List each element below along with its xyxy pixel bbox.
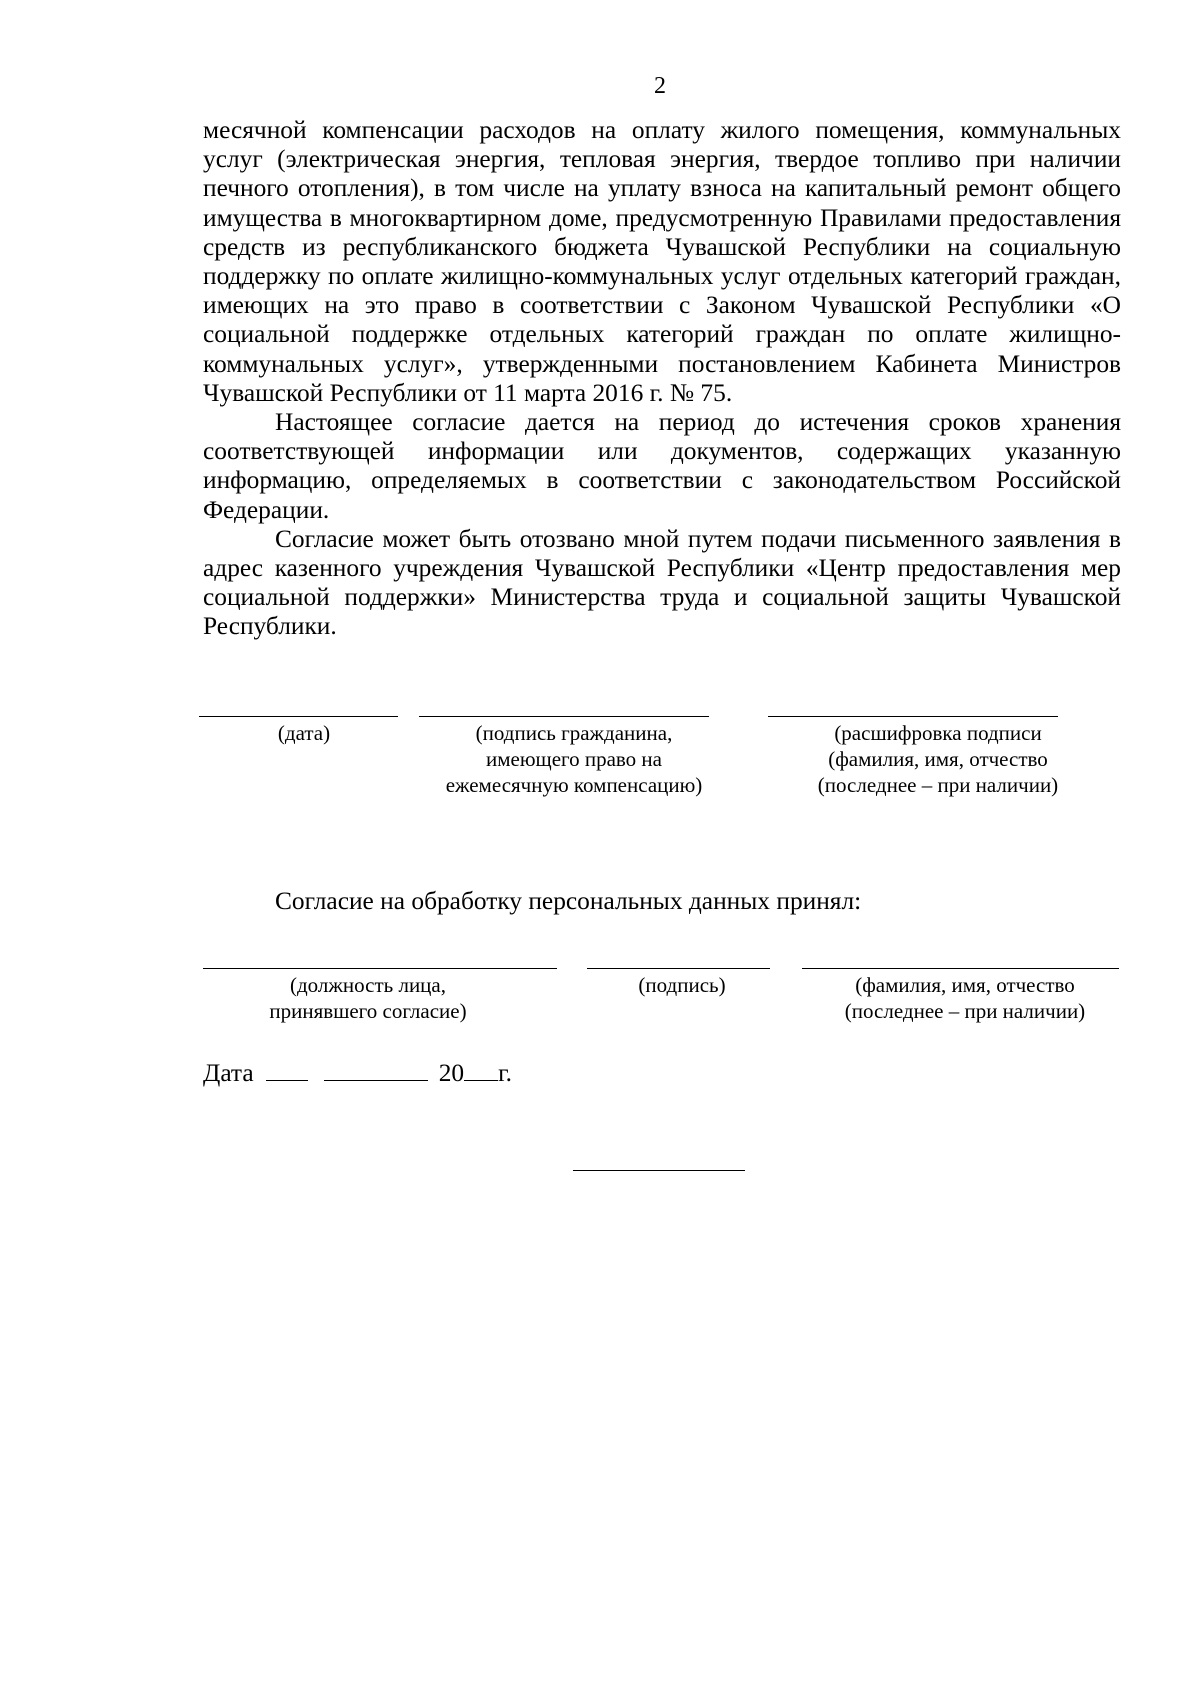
position-caption: (должность лица, принявшего согласие)	[269, 973, 467, 1023]
date-row	[203, 1058, 512, 1088]
end-separator-line	[573, 1170, 745, 1171]
paragraph-consent-revocation: Согласие может быть отозвано мной путем подачи письменного заявления в адрес казенного учреждения Чувашской Республики «Центр предоставления мер социальной поддержки» Министерства труда и социальной защиты Чувашской Республики.	[203, 524, 1121, 641]
signature-decoding-line	[768, 716, 1058, 717]
paragraph-compensation: месячной компенсации расходов на оплату жилого помещения, коммунальных услуг (электрическая энергия, тепловая энергия, твердое топливо при наличии печного отопления), в том числе на уплату взноса на капитальный ремонт общего имущества в многоквартирном доме, предусмотренную Правилами предоставления средств из республиканского бюджета Чувашской Республики на социальную поддержку по оплате жилищно-коммунальных услуг отдельных категорий граждан, имеющих на это право в соответствии с Законом Чувашской Республики «О социальной поддержке отдельных категорий граждан по оплате жилищно-коммунальных услуг», утвержденными постановлением Кабинета Министров Чувашской Республики от 11 марта 2016 г. № 75.	[203, 116, 1121, 407]
position-signature-line	[203, 968, 557, 969]
date-year-blank	[464, 1058, 498, 1081]
acceptor-name-caption: (фамилия, имя, отчество (последнее – при наличии)	[844, 973, 1086, 1023]
consent-accepted-heading: Согласие на обработку персональных данных принял:	[275, 887, 862, 915]
date-signature-line	[199, 716, 398, 717]
date-month-blank	[324, 1058, 428, 1081]
date-year-prefix: 20	[438, 1059, 465, 1087]
page-number: 2	[654, 73, 666, 99]
acceptor-signature-line	[587, 968, 770, 969]
date-day-blank	[266, 1058, 308, 1081]
citizen-signature-caption: (подпись гражданина, имеющего право на ежемесячную компенсацию)	[445, 721, 703, 797]
date-caption: (дата)	[277, 721, 331, 745]
document-body	[203, 116, 1121, 642]
date-year-suffix: г.	[498, 1059, 512, 1087]
citizen-signature-line	[419, 716, 709, 717]
date-label: Дата	[203, 1059, 254, 1087]
acceptor-signature-caption: (подпись)	[638, 973, 726, 997]
paragraph-consent-period: Настоящее согласие дается на период до истечения сроков хранения соответствующей информации или документов, содержащих указанную информацию, определяемых в соответствии с законодательством Российской Федерации.	[203, 408, 1121, 524]
signature-decoding-caption: (расшифровка подписи (фамилия, имя, отчество (последнее – при наличии)	[817, 721, 1059, 797]
acceptor-name-line	[802, 968, 1119, 969]
